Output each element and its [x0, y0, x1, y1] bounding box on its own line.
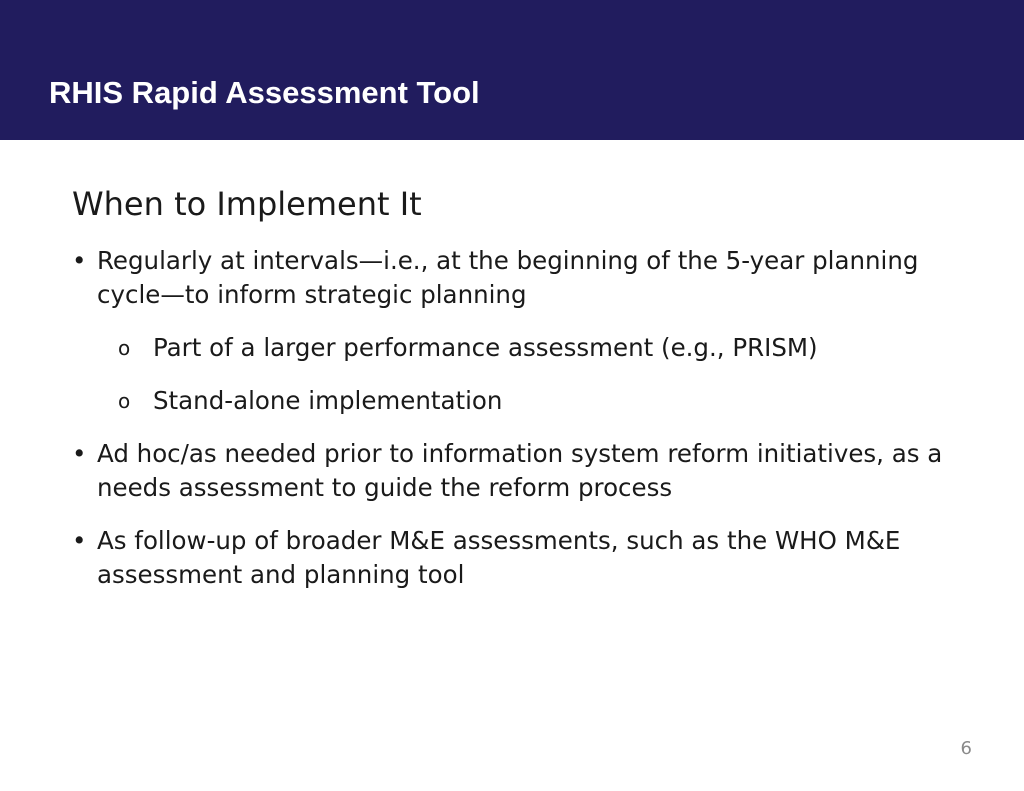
bullet-dot-icon: • — [72, 246, 87, 275]
slide-title: RHIS Rapid Assessment Tool — [49, 75, 480, 110]
bullet-item — [72, 524, 972, 592]
bullet-list — [72, 244, 972, 611]
bullet-item — [72, 437, 972, 505]
bullet-text: Regularly at intervals—i.e., at the beginning of the 5-year planning cycle—to inform strategic planning — [97, 246, 919, 309]
sub-bullet-text: Part of a larger performance assessment (e.g., PRISM) — [153, 333, 818, 362]
sub-bullet-text: Stand-alone implementation — [153, 386, 503, 415]
sub-bullet-item — [72, 384, 972, 418]
bullet-item — [72, 244, 972, 312]
bullet-text: As follow-up of broader M&E assessments, such as the WHO M&E assessment and planning tool — [97, 526, 901, 589]
sub-bullet-item — [72, 331, 972, 365]
header-bar — [0, 0, 1024, 140]
hollow-circle-bullet-icon: o — [118, 336, 131, 360]
bullet-dot-icon: • — [72, 526, 87, 555]
page-number: 6 — [960, 738, 972, 759]
bullet-text: Ad hoc/as needed prior to information system reform initiatives, as a needs assessment to guide the reform process — [97, 439, 943, 502]
section-heading: When to Implement It — [72, 185, 422, 223]
hollow-circle-bullet-icon: o — [118, 389, 131, 413]
bullet-dot-icon: • — [72, 439, 87, 468]
